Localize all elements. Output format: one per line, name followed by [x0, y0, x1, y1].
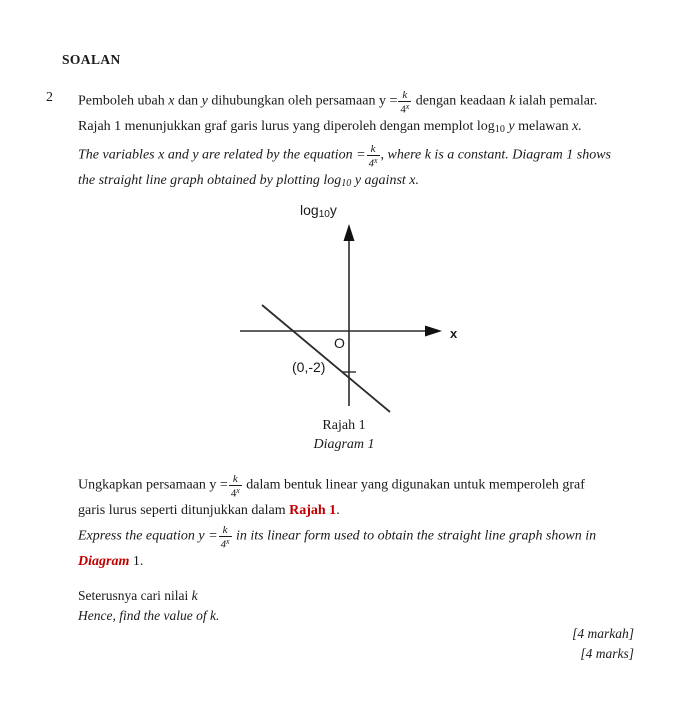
fraction-numerator: k [402, 88, 408, 101]
fraction-denominator [367, 157, 380, 170]
task-ms-line2-pre: garis lurus seperti ditunjukkan dalam [78, 502, 286, 518]
y-axis-log-variable: y [329, 202, 337, 218]
tail-en: Hence, find the value of k. [78, 608, 220, 623]
page-title: SOALAN [62, 52, 121, 67]
fraction-denominator [219, 538, 232, 551]
diagram-x-axis-label: x [450, 326, 458, 341]
q1-end: ialah pemalar. [518, 93, 598, 109]
fraction-den-exp: x [405, 101, 410, 111]
y-axis-log: log [300, 202, 319, 218]
q3-pre: The variables x and y are related by the equation = [78, 147, 366, 163]
fraction-den-base: 4 [220, 538, 227, 551]
q4-end: y against x. [354, 172, 419, 188]
tail-instruction [78, 586, 644, 626]
fraction-den-base: 4 [400, 103, 406, 116]
task-ms-line-1 [78, 472, 644, 498]
fraction-k-over-4x-en1 [367, 144, 380, 170]
task-en-pre: Express the equation [78, 528, 195, 544]
task-ms-line-2 [78, 498, 644, 523]
fraction-denominator [229, 487, 242, 500]
question-number: 2 [46, 90, 53, 105]
q1-var-k: k [509, 93, 516, 109]
diagram-origin-label: O [334, 335, 345, 351]
fraction-den-exp: x [236, 485, 240, 495]
task-en-mid: in its linear form used to obtain the straight line graph shown in [236, 528, 597, 544]
diagram-caption-en: Diagram 1 [313, 437, 375, 452]
fraction-den-exp: x [226, 536, 230, 546]
fraction-den-base: 4 [230, 487, 237, 500]
y-axis-log-subscript: 10 [318, 209, 330, 221]
q1-tail: dengan keadaan [415, 93, 506, 109]
q3-post: , where k is a constant. Diagram 1 shows [380, 147, 611, 163]
q1-var-x: x [168, 93, 175, 109]
question-statement [78, 88, 644, 196]
marks-ms: [4 markah] [572, 626, 634, 641]
reference-diagram: Diagram [78, 553, 130, 569]
task-ms-pre: Ungkapkan persamaan [78, 477, 206, 493]
tail-ms-text: Seterusnya cari nilai [78, 588, 189, 603]
q2-end: melawan [518, 118, 569, 134]
task-en-eq: y = [198, 528, 218, 544]
fraction-numerator: k [370, 142, 376, 155]
task-statement [78, 472, 644, 574]
q2-var-x: x. [572, 118, 582, 134]
q1-var-y: y [201, 93, 208, 109]
reference-diagram-number: 1 [132, 553, 140, 569]
fraction-den-exp: x [374, 155, 378, 165]
q2-log-subscript: 10 [494, 123, 505, 135]
question-line-2 [78, 114, 644, 142]
q1-post: dihubungkan oleh persamaan [211, 93, 376, 109]
task-en-end: . [139, 553, 144, 569]
y-axis-arrowhead [344, 224, 355, 241]
tail-ms-var-k: k [191, 588, 198, 603]
plotted-line [262, 305, 390, 412]
fraction-k-over-4x-en2 [219, 525, 232, 551]
fraction-k-over-4x-ms2 [229, 474, 242, 500]
tail-ms [78, 586, 644, 606]
q2-text: Rajah 1 menunjukkan graf garis lurus yang diperoleh dengan memplot log [78, 118, 495, 134]
marks-en: [4 marks] [580, 646, 634, 661]
fraction-den-base: 4 [368, 157, 375, 170]
diagram-intercept-label: (0,-2) [292, 359, 326, 375]
q4-log-subscript: 10 [341, 177, 352, 189]
task-en-line-2 [78, 549, 644, 574]
fraction-k-over-4x [398, 90, 411, 116]
fraction-numerator: k [222, 523, 228, 536]
question-line-1 [78, 88, 644, 114]
reference-rajah-1: Rajah 1 [289, 502, 337, 518]
q1-mid: dan [177, 93, 199, 109]
q1-pre: Pemboleh ubah [78, 93, 165, 109]
q2-var-y: y [508, 118, 515, 134]
task-ms-mid: dalam bentuk linear yang digunakan untuk memperoleh graf [246, 477, 585, 493]
fraction-numerator: k [232, 472, 238, 485]
q4-text: the straight line graph obtained by plotting log [78, 172, 342, 188]
task-en-line-1 [78, 523, 644, 549]
fraction-denominator [398, 103, 411, 116]
task-ms-eq: y = [209, 477, 228, 493]
diagram-caption-ms: Rajah 1 [322, 418, 366, 433]
question-line-3 [78, 142, 644, 168]
q1-eq-lhs: y = [378, 93, 398, 109]
question-line-4 [78, 168, 644, 196]
x-axis-arrowhead [425, 326, 442, 337]
task-ms-line2-end: . [336, 502, 340, 518]
